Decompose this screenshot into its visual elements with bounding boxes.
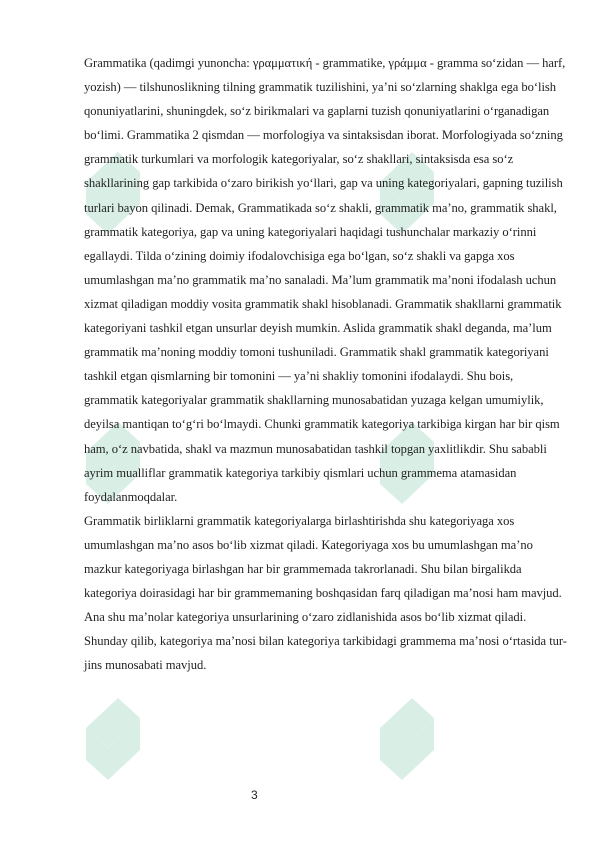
watermark-bottom-right [372, 688, 442, 798]
paragraph: Grammatik birliklarni grammatik kategoriyalarga birlashtirishda shu kategoriyaga xos umumlashgan ma’no asos bo‘lib xizmat qiladi. Kategoriyaga xos bu umumlashgan ma’no mazkur kategoriyaga birlashgan har bir grammemada takrorlanadi. Shu bilan birgalikda kategoriya doirasidagi har bir grammemaning boshqasidan farq qiladigan ma’nosi ham mavjud. Ana shu ma’nolar kategoriya unsurlarining o‘zaro zidlanishida asos bo‘lib xizmat qiladi. Shunday qilib, kategoriya ma’nosi bilan kategoriya tarkibidagi grammema ma’nosi o‘rtasida tur-jins munosabati mavjud. [84, 513, 567, 673]
green-logo-watermark-icon [78, 688, 148, 798]
green-logo-watermark-icon [372, 688, 442, 798]
body-text [84, 51, 568, 677]
paragraph: Grammatika (qadimgi yunoncha: γραμματική - grammatike, γράμμα - gramma so‘zidan — harf, yozish) — tilshunoslikning tilning grammatik tuzilishini, ya’ni so‘zlarning shaklga ega bo‘lish qonuniyatlarini, shuningdek, so‘z birikmalari va gaplarni tuzish qonuniyatlarini o‘rganadigan bo‘limi. Grammatika 2 qismdan — morfologiya va sintaksisdan iborat. Morfologiyada so‘zning grammatik turkumlari va morfologik kategoriyalar, so‘z shakllari, sintaksisda esa so‘z shakllarining gap tarkibida o‘zaro birikish yo‘llari, gap va uning kategoriyalari, gapning tuzilish turlari bayon qilinadi. Demak, Grammatikada so‘z shakli, grammatik ma’no, grammatik shakl, grammatik kategoriya, gap va uning kategoriyalari haqidagi tushunchalar markaziy o‘rinni egallaydi. Tilda o‘zining doimiy ifodalovchisiga ega bo‘lgan, so‘z shakli va gapga xos umumlashgan ma’no grammatik ma’no sanaladi. Ma’lum grammatik ma’noni ifodalash uchun xizmat qiladigan moddiy vosita grammatik shakl hisoblanadi. Grammatik shakllarni grammatik kategoriyani tashkil etgan unsurlar deyish mumkin. Aslida grammatik shakl deganda, ma’lum grammatik ma’noning moddiy tomoni tushuniladi. Grammatik shakl grammatik kategoriyani tashkil etgan qismlarning bir tomonini — ya’ni shakliy tomonini ifodalaydi. Shu bois, grammatik kategoriyalar grammatik shakllarning munosabatidan yuzaga kelgan umumiylik, deyilsa mantiqan to‘g‘ri bo‘lmaydi. Chunki grammatik kategoriya tarkibiga kirgan har bir qism ham, o‘z navbatida, shakl va mazmun munosabatidan tashkil topgan yaxlitlikdir. Shu sababli ayrim mualliflar grammatik kategoriya tarkibiy qismlari uchun grammema atamasidan foydalanmoqdalar. [84, 56, 566, 504]
watermark-bottom-left [78, 688, 148, 798]
page-number: 3 [251, 788, 258, 802]
